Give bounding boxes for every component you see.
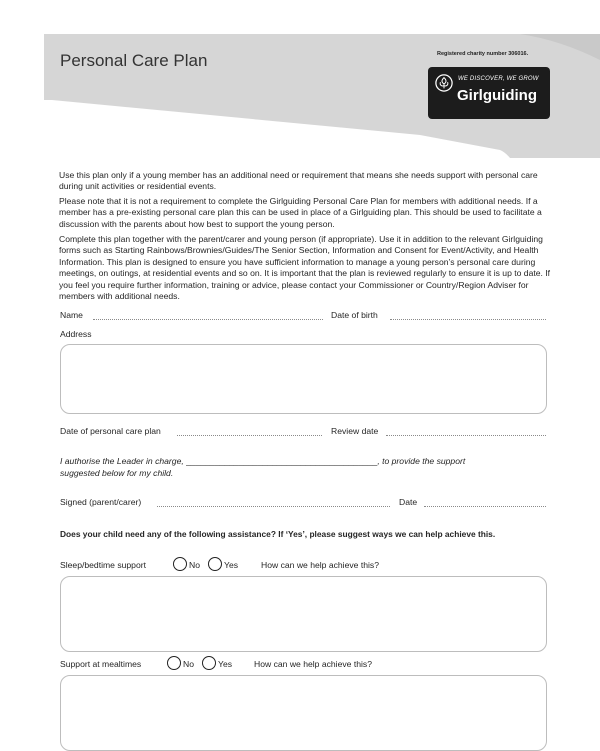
date-field[interactable] [424,506,546,507]
address-box[interactable] [60,344,547,414]
intro-paragraph-2: Please note that it is not a requirement to complete the Girlguiding Personal Care Plan for members with additional needs. If a member has a pre-existing personal care plan this can be used in place of a Girlguiding plan. This should be used to facilitate a discussion with the parents about how best to support the young person. [59,196,542,229]
sleep-help-box[interactable] [60,576,547,652]
girlguiding-logo [428,67,550,119]
plan-date-label: Date of personal care plan [60,426,161,436]
address-label: Address [60,329,92,339]
leader-name-field[interactable]: ________________________________________ [186,456,378,466]
trefoil-icon [435,74,453,92]
signed-label: Signed (parent/carer) [60,497,142,507]
name-field[interactable] [93,319,323,320]
sleep-support-label: Sleep/bedtime support [60,560,146,570]
signature-field[interactable] [157,506,390,507]
sleep-no-label: No [189,560,200,570]
intro-paragraph-1: Use this plan only if a young member has an additional need or requirement that means she needs support with personal care during unit activities or residential events. [59,170,538,192]
sleep-help-label: How can we help achieve this? [261,560,379,570]
authorise-suffix: , to provide the support [377,456,466,466]
logo-tagline: WE DISCOVER, WE GROW [458,76,539,82]
sleep-yes-label: Yes [224,560,239,570]
assistance-question: Does your child need any of the following assistance? If ‘Yes’, please suggest ways we can help achieve this. [60,529,496,539]
mealtimes-no-radio[interactable] [167,656,181,670]
page-title: Personal Care Plan [60,51,208,70]
date-label: Date [399,497,418,507]
mealtimes-yes-radio[interactable] [202,656,216,670]
logo-name: Girlguiding [457,87,537,104]
mealtimes-support-label: Support at mealtimes [60,659,142,669]
charity-number: Registered charity number 306016. [437,51,529,57]
authorise-line-2: suggested below for my child. [60,468,174,478]
mealtimes-no-label: No [183,659,194,669]
authorise-statement [60,456,465,466]
authorise-prefix: I authorise the Leader in charge, [60,456,184,466]
mealtimes-help-label: How can we help achieve this? [254,659,372,669]
sleep-yes-radio[interactable] [208,557,222,571]
plan-date-field[interactable] [177,435,322,436]
mealtimes-yes-label: Yes [218,659,233,669]
dob-field[interactable] [390,319,546,320]
mealtimes-help-box[interactable] [60,675,547,751]
review-date-field[interactable] [386,435,546,436]
intro-paragraph-3: Complete this plan together with the parent/carer and young person (if appropriate). Use it in addition to the relevant Girlguiding forms such as Starting Rainbows/Brownies/Guides/The Senior Section, Information and Consent for Event/Activity, and Health Information. This plan is designed to ensure you have sufficient information to manage a young person’s personal care during meetings, on outings, at residential events and so on. It is important that the plan is reviewed regularly to ensure it is up to date. If you feel you require further information, training or advice, please contact your Commissioner or Country/Region Adviser for members with additional needs. [59,234,551,302]
review-date-label: Review date [331,426,379,436]
name-label: Name [60,310,83,320]
sleep-no-radio[interactable] [173,557,187,571]
dob-label: Date of birth [331,310,378,320]
